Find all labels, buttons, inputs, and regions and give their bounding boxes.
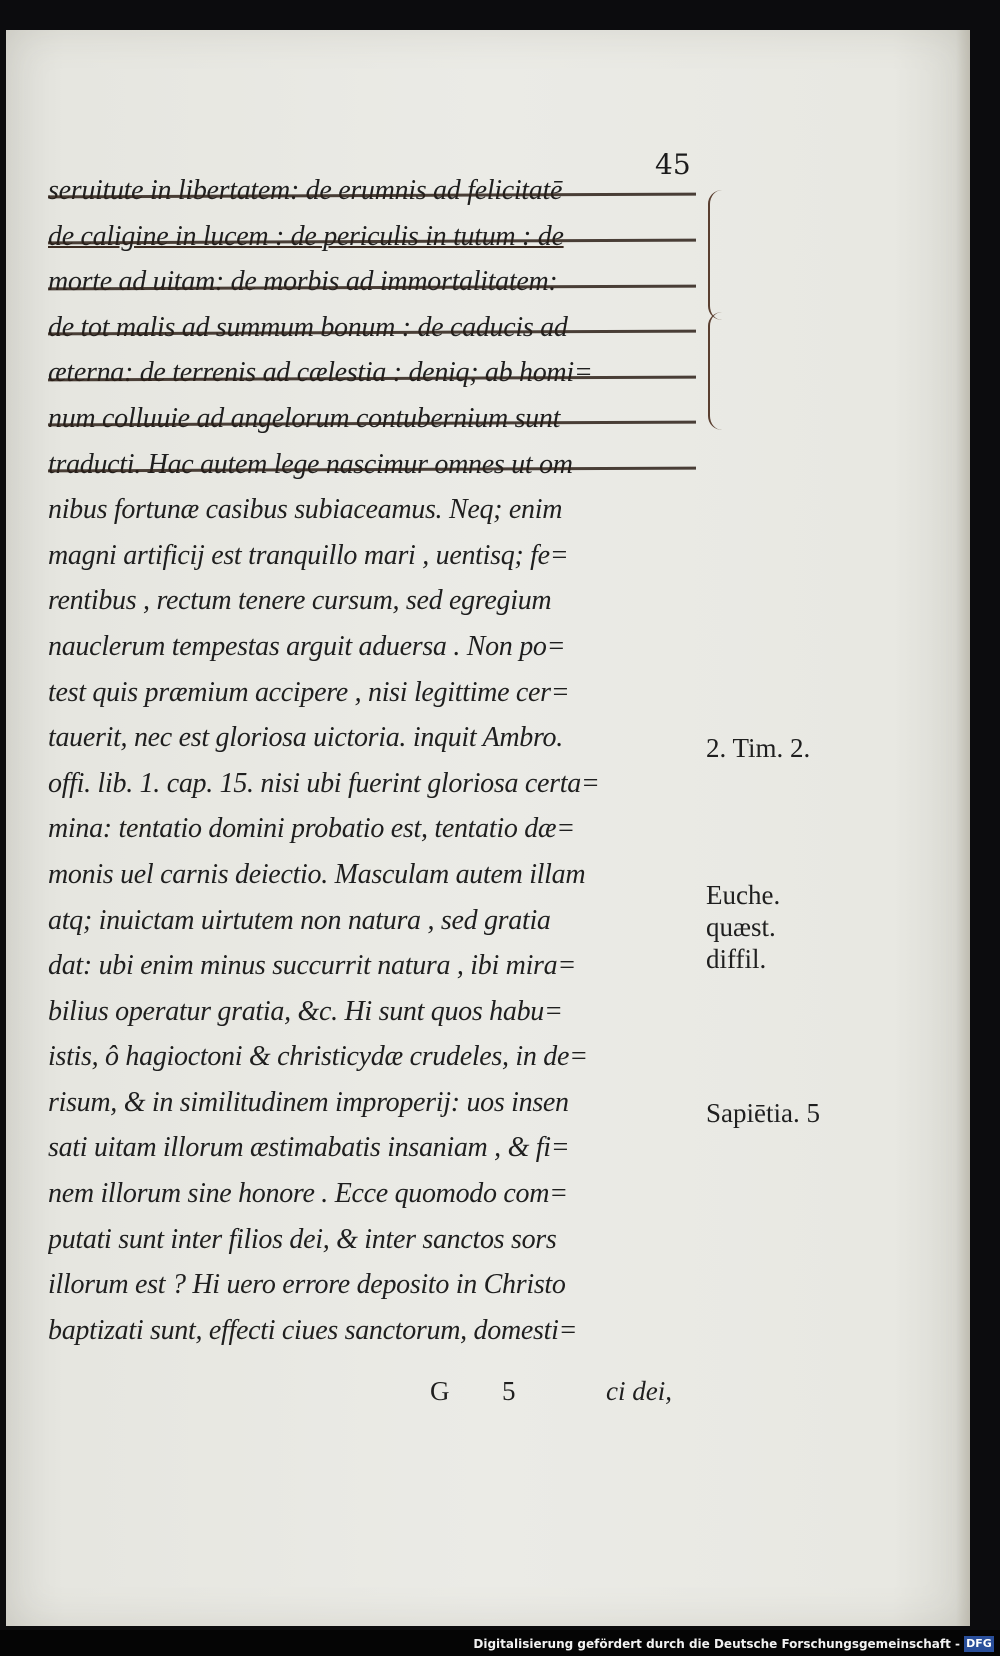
text-line: atq; inuictam uirtutem non natura , sed gratia [48, 904, 551, 936]
marginal-note-diffil: diffil. [706, 944, 767, 974]
text-line: seruitute in libertatem: de erumnis ad felicitatē [48, 168, 700, 214]
marginal-note-euche: Euche. [706, 880, 781, 910]
text-line: æterna: de terrenis ad cælestia : deniq; ab homi= [48, 350, 700, 396]
text-line: mina: tentatio domini probatio est, tentatio dæ= [48, 813, 575, 845]
text-line: traducti. Hac autem lege nascimur omnes ut om [48, 442, 700, 488]
text-line: de caligine in lucem : de periculis in tutum : de [48, 214, 700, 260]
signature-mark: G [430, 1376, 450, 1406]
dfg-logo: DFG [964, 1636, 994, 1652]
catchword: ci dei, [606, 1376, 672, 1406]
body-text [48, 168, 700, 1353]
marginal-note-sapientia: Sapiētia. 5 [706, 1098, 820, 1128]
marginal-note-tim: 2. Tim. 2. [706, 733, 811, 763]
footer-bar [0, 1630, 1000, 1656]
text-line: risum, & in similitudinem improperij: uos insen [48, 1086, 569, 1118]
text-line: tauerit, nec est gloriosa uictoria. inquit Ambro. [48, 722, 563, 754]
margin-bracket-upper [708, 190, 734, 320]
text-line: bilius operatur gratia, &c. Hi sunt quos habu= [48, 995, 563, 1027]
text-line: test quis præmium accipere , nisi legittime cer= [48, 676, 570, 708]
text-line: nem illorum sine honore . Ecce quomodo com= [48, 1178, 568, 1210]
text-line: dat: ubi enim minus succurrit natura , ibi mira= [48, 950, 576, 982]
text-line: sati uitam illorum æstimabatis insaniam , & fi= [48, 1132, 570, 1164]
marginal-note-quaest: quæst. [706, 912, 776, 942]
text-line: monis uel carnis deiectio. Masculam autem illam [48, 858, 586, 890]
margin-bracket-lower [708, 312, 734, 430]
text-line: magni artificij est tranquillo mari , uentisq; fe= [48, 539, 569, 571]
text-line: nauclerum tempestas arguit aduersa . Non po= [48, 630, 566, 662]
footer-credit: Digitalisierung gefördert durch die Deutsche Forschungsgemeinschaft - [473, 1637, 960, 1651]
text-line: putati sunt inter filios dei, & inter sanctos sors [48, 1223, 557, 1255]
signature-number: 5 [502, 1376, 516, 1406]
text-line: num colluuie ad angelorum contubernium sunt [48, 396, 700, 442]
text-line: nibus fortunæ casibus subiaceamus. Neq; enim [48, 494, 563, 526]
page-number: 45 [655, 148, 691, 181]
text-line: morte ad uitam: de morbis ad immortalitatem: [48, 259, 700, 305]
text-line: de tot malis ad summum bonum : de caducis ad [48, 305, 700, 351]
text-line: baptizati sunt, effecti ciues sanctorum, domesti= [48, 1314, 578, 1346]
text-line: istis, ô hagioctoni & christicydæ crudeles, in de= [48, 1041, 588, 1073]
text-line: illorum est ? Hi uero errore deposito in Christo [48, 1269, 566, 1301]
text-line: offi. lib. 1. cap. 15. nisi ubi fuerint gloriosa certa= [48, 767, 600, 799]
text-line: rentibus , rectum tenere cursum, sed egregium [48, 585, 552, 617]
